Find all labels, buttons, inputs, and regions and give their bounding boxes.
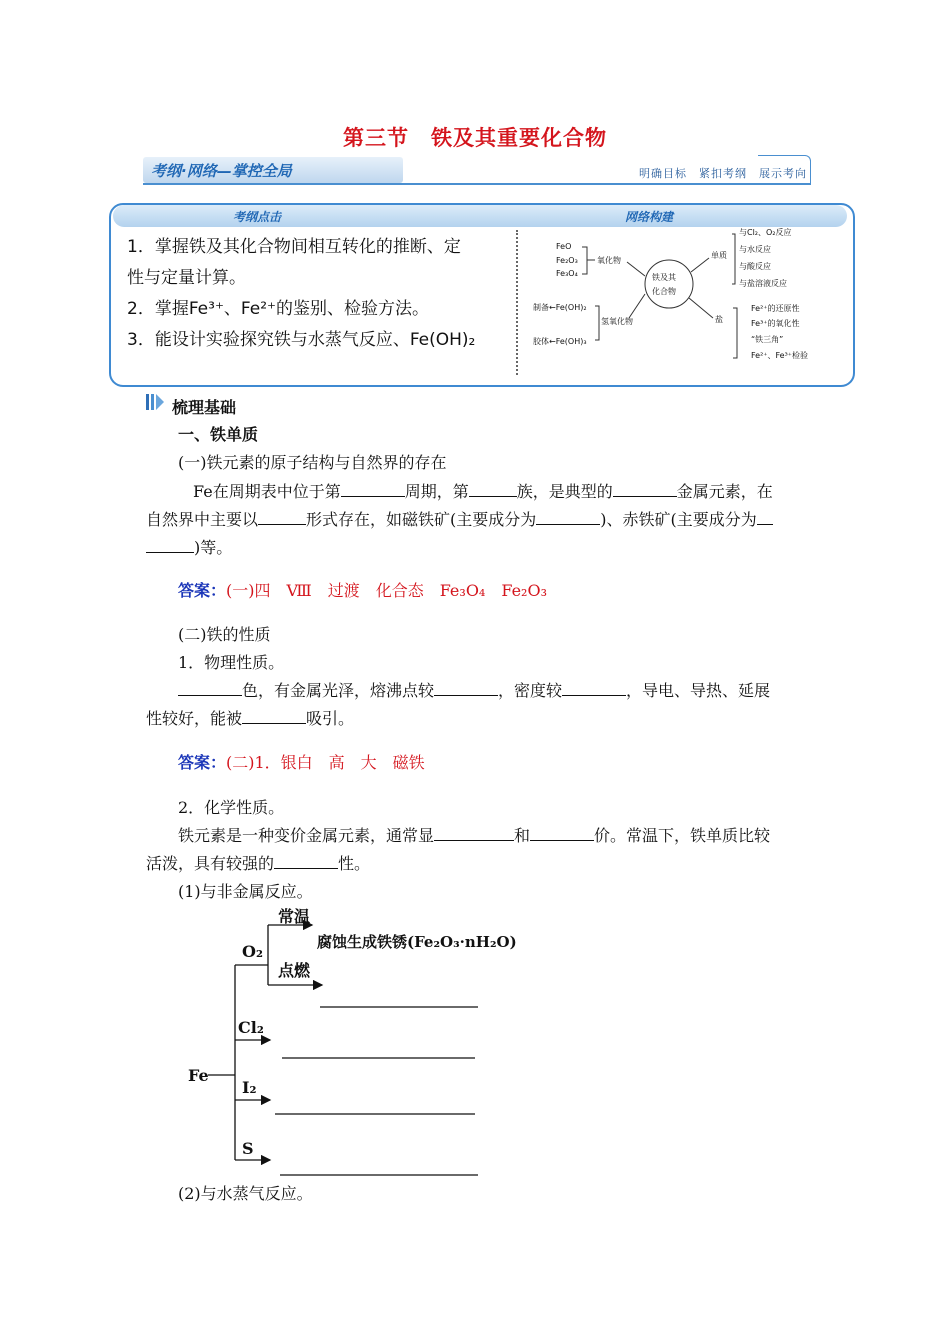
text-run: )等。 bbox=[194, 538, 233, 557]
objective-line: 1．掌握铁及其化合物间相互转化的推断、定 bbox=[127, 237, 461, 257]
text-run: ，导电、导热、延展 bbox=[626, 681, 771, 700]
paragraph-line bbox=[146, 506, 810, 534]
fill-blank[interactable] bbox=[178, 681, 242, 696]
page-title: 第三节 铁及其重要化合物 bbox=[343, 126, 607, 150]
net-oxide: FeO bbox=[556, 242, 572, 251]
answer-line bbox=[178, 750, 425, 773]
text-run: 性。 bbox=[338, 854, 371, 873]
left-header: 考纲点击 bbox=[233, 210, 282, 224]
box-divider bbox=[516, 230, 518, 375]
answer-value: (一)四 Ⅷ 过渡 化合态 Fe₃O₄ Fe₂O₃ bbox=[226, 581, 547, 600]
answer-value: (二)1．银白 高 大 磁铁 bbox=[226, 753, 425, 772]
paragraph-line bbox=[193, 478, 813, 506]
net-hydroxide-label: 氢氧化物 bbox=[601, 317, 633, 326]
text-run: )、赤铁矿(主要成分为 bbox=[600, 510, 757, 529]
heading-iron-element: 一、铁单质 bbox=[178, 425, 259, 444]
net-oxide: Fe₃O₄ bbox=[556, 269, 578, 278]
condition-ignite: 点燃 bbox=[278, 961, 311, 980]
text-run: 形式存在，如磁铁矿(主要成分为 bbox=[306, 510, 537, 529]
net-salt-item: “铁三角” bbox=[751, 335, 784, 344]
paragraph-line bbox=[146, 705, 810, 733]
text-run: 金属元素，在 bbox=[676, 482, 773, 501]
fill-blank[interactable] bbox=[434, 681, 498, 696]
text-run: 族，是典型的 bbox=[516, 482, 613, 501]
net-salt-label: 盐 bbox=[715, 315, 723, 324]
text-run: 吸引。 bbox=[306, 709, 355, 728]
text-run: 和 bbox=[514, 826, 531, 845]
subheading: 2．化学性质。 bbox=[178, 798, 285, 817]
product-rust: 腐蚀生成铁锈(Fe₂O₃·nH₂O) bbox=[317, 933, 517, 951]
fill-blank[interactable] bbox=[469, 482, 517, 497]
banner-left bbox=[143, 157, 403, 183]
fill-blank[interactable] bbox=[434, 826, 514, 841]
net-hydroxide-item: 胶体←Fe(OH)₃ bbox=[533, 337, 587, 346]
fill-blank[interactable] bbox=[536, 510, 600, 525]
fill-blank[interactable] bbox=[530, 826, 594, 841]
fill-blank[interactable] bbox=[146, 538, 194, 553]
reaction-diagram bbox=[180, 905, 540, 1180]
net-element-item: 与Cl₂、O₂反应 bbox=[739, 228, 792, 237]
net-element-label: 单质 bbox=[711, 251, 727, 260]
reagent-i2: I₂ bbox=[242, 1078, 257, 1097]
text-run: 铁元素是一种变价金属元素，通常显 bbox=[178, 826, 435, 845]
subheading: (2)与水蒸气反应。 bbox=[178, 1184, 313, 1203]
net-salt-item: Fe²⁺、Fe³⁺检验 bbox=[751, 351, 809, 360]
subheading: 1．物理性质。 bbox=[178, 653, 285, 672]
net-center: 化合物 bbox=[652, 287, 676, 296]
banner-line bbox=[143, 183, 811, 185]
banner-right-text: 明确目标 紧扣考纲 展示考向 bbox=[639, 167, 807, 180]
fill-blank[interactable] bbox=[242, 709, 306, 724]
reactant-fe: Fe bbox=[188, 1066, 209, 1085]
objective-line: 2．掌握Fe³⁺、Fe²⁺的鉴别、检验方法。 bbox=[127, 299, 430, 319]
net-oxide-label: 氧化物 bbox=[597, 256, 621, 265]
text-run: 色，有金属光泽，熔沸点较 bbox=[242, 681, 435, 700]
paragraph-line bbox=[146, 850, 810, 878]
paragraph-line bbox=[178, 677, 813, 705]
answer-label: 答案： bbox=[178, 753, 227, 772]
net-hydroxide-item: 制备←Fe(OH)₂ bbox=[533, 303, 587, 312]
text-run: 周期，第 bbox=[404, 482, 469, 501]
text-run: ，密度较 bbox=[498, 681, 563, 700]
text-run: 自然界中主要以 bbox=[146, 510, 259, 529]
answer-line bbox=[178, 578, 547, 601]
net-oxide: Fe₂O₃ bbox=[556, 256, 578, 265]
net-salt-item: Fe²⁺的还原性 bbox=[751, 304, 800, 313]
reagent-o2: O₂ bbox=[242, 942, 263, 961]
banner-left-text: 考纲·网络—掌控全局 bbox=[151, 162, 292, 180]
subheading: (二)铁的性质 bbox=[178, 625, 271, 644]
text-run: 活泼，具有较强的 bbox=[146, 854, 275, 873]
network-diagram bbox=[527, 222, 847, 372]
net-element-item: 与酸反应 bbox=[739, 262, 771, 271]
objective-line: 3．能设计实验探究铁与水蒸气反应、Fe(OH)₂ bbox=[127, 330, 476, 350]
net-salt-item: Fe³⁺的氧化性 bbox=[751, 319, 800, 328]
subheading: (1)与非金属反应。 bbox=[178, 882, 313, 901]
text-run: 价。常温下，铁单质比较 bbox=[594, 826, 771, 845]
net-element-item: 与盐溶液反应 bbox=[739, 279, 787, 288]
fill-blank[interactable] bbox=[757, 510, 773, 525]
objective-line: 性与定量计算。 bbox=[127, 268, 246, 288]
fill-blank[interactable] bbox=[613, 482, 677, 497]
section-label: 梳理基础 bbox=[172, 398, 237, 417]
condition-normal: 常温 bbox=[278, 907, 311, 926]
section-marker-icon bbox=[146, 392, 166, 412]
right-header: 网络构建 bbox=[625, 210, 674, 224]
fill-blank[interactable] bbox=[274, 854, 338, 869]
subheading: (一)铁元素的原子结构与自然界的存在 bbox=[178, 453, 447, 472]
net-center: 铁及其 bbox=[652, 273, 676, 282]
net-element-item: 与水反应 bbox=[739, 245, 771, 254]
fill-blank[interactable] bbox=[341, 482, 405, 497]
reagent-cl2: Cl₂ bbox=[238, 1018, 264, 1037]
reagent-s: S bbox=[242, 1139, 254, 1158]
fill-blank[interactable] bbox=[258, 510, 306, 525]
paragraph-line bbox=[178, 822, 813, 850]
answer-label: 答案： bbox=[178, 581, 227, 600]
paragraph-line bbox=[146, 534, 810, 562]
section-banner bbox=[143, 155, 811, 185]
text-run: 性较好，能被 bbox=[146, 709, 243, 728]
fill-blank[interactable] bbox=[562, 681, 626, 696]
text-run: Fe在周期表中位于第 bbox=[193, 482, 341, 501]
